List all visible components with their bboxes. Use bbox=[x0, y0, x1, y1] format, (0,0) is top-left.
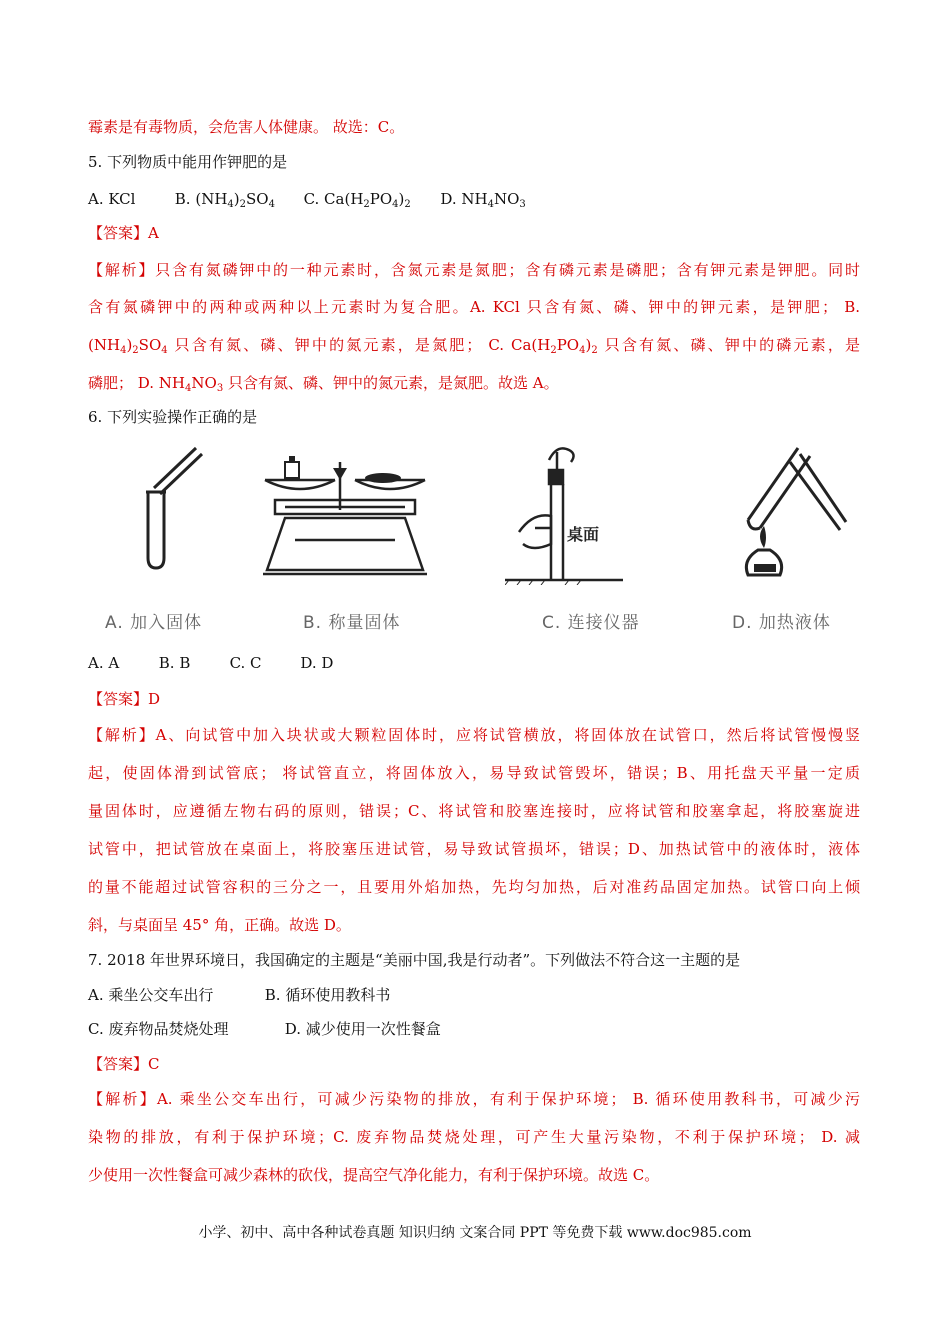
figure-a-add-solid bbox=[118, 440, 218, 580]
q6-answer: 【答案】D bbox=[88, 690, 161, 708]
q6-explanation-line-1: 【解析】A、向试管中加入块状或大颗粒固体时，应将试管横放，将固体放在试管口，然后将试管慢慢竖 bbox=[88, 726, 860, 744]
q7-option-d: D. 减少使用一次性餐盒 bbox=[284, 1020, 441, 1038]
figure-c-connect-apparatus bbox=[505, 440, 625, 585]
q7-explanation-line-3: 少使用一次性餐盒可减少森林的砍伐，提高空气净化能力，有利于保护环境。故选 C。 bbox=[88, 1166, 660, 1184]
figure-c-caption: C. 连接仪器 bbox=[542, 613, 640, 633]
q6-option-c: C. C bbox=[229, 654, 262, 672]
q7-answer: 【答案】C bbox=[88, 1055, 160, 1073]
q5-explanation-line-3: $(NH_4)_2SO_4$ 只含有氮、磷、钾中的氮元素，是氮肥； C. $Ca(H_2PO_4)_2$ 只含有氮、磷、钾中的磷元素，是 bbox=[88, 336, 860, 356]
q6-explanation-line-4: 试管中，把试管放在桌面上，将胶塞压进试管，易导致试管损坏，错误；D、加热试管中的液体时，液体 bbox=[88, 840, 860, 858]
figure-d-caption: D. 加热液体 bbox=[732, 613, 831, 633]
q6-explanation-line-3: 量固体时，应遵循左物右码的原则，错误；C、将试管和胶塞连接时，应将试管和胶塞拿起，将胶塞旋进 bbox=[88, 802, 860, 820]
desk-label: 桌面 bbox=[567, 525, 600, 544]
q5-explanation-line-1: 【解析】只含有氮磷钾中的一种元素时，含氮元素是氮肥；含有磷元素是磷肥；含有钾元素是钾肥。同时 bbox=[88, 261, 860, 279]
q6-options bbox=[88, 653, 333, 673]
q7-stem: 7. 2018 年世界环境日，我国确定的主题是“美丽中国,我是行动者”。下列做法不符合这一主题的是 bbox=[88, 951, 741, 969]
q7-options-row-1 bbox=[88, 985, 390, 1005]
q6-option-d: D. D bbox=[300, 654, 334, 672]
q5-option-b: B. $(NH_4)_2SO_4$ bbox=[174, 190, 275, 210]
q7-explanation-line-1: 【解析】A. 乘坐公交车出行，可减少污染物的排放，有利于保护环境； B. 循环使用教科书，可减少污 bbox=[88, 1090, 860, 1108]
q7-options-row-2 bbox=[88, 1019, 441, 1039]
q6-stem: 6. 下列实验操作正确的是 bbox=[88, 408, 258, 426]
q5-answer: 【答案】A bbox=[88, 224, 159, 242]
q6-option-b: B. B bbox=[158, 654, 191, 672]
figure-b-caption: B. 称量固体 bbox=[303, 613, 401, 633]
q5-explanation-line-4: 磷肥； D. $NH_4NO_3$ 只含有氮、磷、钾中的氮元素，是氮肥。故选 A。 bbox=[88, 374, 559, 394]
q6-explanation-line-2: 起，使固体滑到试管底； 将试管直立，将固体放入，易导致试管毁坏，错误；B、用托盘天平量一定质 bbox=[88, 764, 860, 782]
q7-option-c: C. 废弃物品焚烧处理 bbox=[88, 1020, 229, 1038]
q5-option-a: A. KCl bbox=[88, 190, 136, 208]
q6-explanation-line-5: 的量不能超过试管容积的三分之一，且要用外焰加热，先均匀加热，后对准药品固定加热。试管口向上倾 bbox=[88, 878, 860, 896]
q6-option-a: A. A bbox=[88, 654, 120, 672]
figure-d-heat-liquid bbox=[728, 440, 853, 585]
q5-option-c: C. $Ca(H_2PO_4)_2$ bbox=[303, 190, 411, 210]
q7-option-b: B. 循环使用教科书 bbox=[264, 986, 391, 1004]
q7-explanation-line-2: 染物的排放，有利于保护环境；C. 废弃物品焚烧处理，可产生大量污染物，不利于保护环境； D. 减 bbox=[88, 1128, 860, 1146]
prev-explanation-tail: 霉素是有毒物质，会危害人体健康。 故选：C。 bbox=[88, 118, 405, 136]
figure-a-caption: A. 加入固体 bbox=[105, 613, 203, 633]
q7-option-a: A. 乘坐公交车出行 bbox=[88, 986, 214, 1004]
figure-b-balance bbox=[255, 440, 430, 585]
q5-options bbox=[88, 189, 526, 209]
q5-stem: 5. 下列物质中能用作钾肥的是 bbox=[88, 153, 288, 171]
q6-explanation-line-6: 斜，与桌面呈 45° 角，正确。故选 D。 bbox=[88, 916, 351, 934]
q5-explanation-line-2: 含有氮磷钾中的两种或两种以上元素时为复合肥。A. KCl 只含有氮、磷、钾中的钾元素，是钾肥； B. bbox=[88, 298, 860, 316]
page-footer: 小学、初中、高中各种试卷真题 知识归纳 文案合同 PPT 等免费下载 www.doc985.com bbox=[198, 1225, 752, 1241]
q5-option-d: D. $NH_4NO_3$ bbox=[440, 190, 526, 210]
